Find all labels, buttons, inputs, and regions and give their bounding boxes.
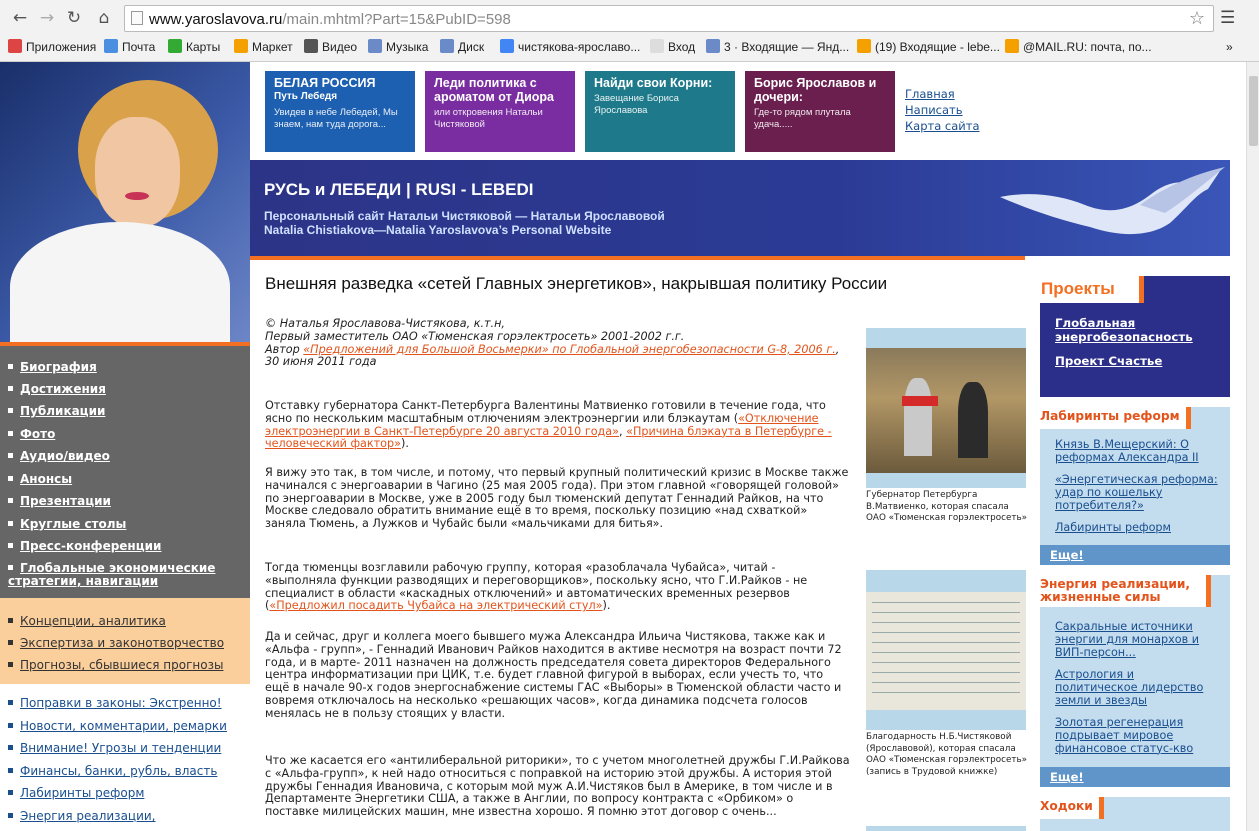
left-menu-item[interactable]: Прогнозы, сбывшиеся прогнозы [8,658,223,672]
link-chubais[interactable]: «Предложил посадить Чубайса на электрический стул» [269,599,603,613]
banner-title: БЕЛАЯ РОССИЯ [274,76,376,90]
author-portrait [0,62,250,342]
site-subtitle-en: Natalia Chistiakova—Natalia Yaroslavova’s Personal Website [264,223,612,237]
paragraph-2: Я вижу это так, в том числе, и потому, что первый крупный политический кризис в Москве также начинался с энергоаварии в Чагино (25 мая 2005 года). При этом главной «говорящей головой» по энергоаварии в Москве, уже в 2005 году был тюменский депутат Геннадий Райков, на что Москве следовало обратить внимание ещё в то время, поскольку позицию «над схваткой» заняла Тюмень, а Лужков и Чубайс были «мальчиками для битья». [265,466,849,531]
top-banners [265,71,905,152]
left-menu-item[interactable]: Новости, комментарии, ремарки [8,719,227,733]
top-links [905,86,980,134]
bookmark-icon [440,39,454,53]
banner-text: Завещание Бориса Ярославова [594,93,679,116]
bookmark-item[interactable] [706,38,849,56]
link-write[interactable]: Написать [905,103,963,117]
bookmark-item[interactable] [500,38,640,56]
left-menu-analytics [0,598,250,684]
left-menu-item[interactable]: Внимание! Угрозы и тенденции [8,741,221,755]
link-blackout-2010[interactable]: «Отключение электроэнергии в Санкт-Петербурге 20 августа 2010 года» [265,411,819,438]
site-subtitle-ru: Персональный сайт Натальи Чистяковой — Натальи Ярославовой [264,209,665,223]
left-menu-item[interactable]: Публикации [8,404,105,418]
left-menu-item[interactable]: Анонсы [8,472,72,486]
bookmark-item[interactable] [234,38,293,56]
paragraph-4: Да и сейчас, друг и коллега моего бывшего мужа Александра Ильича Чистякова, также как и «Альфа - групп», - Геннадий Иванович Райков находится в активе несмотря на возраст почти 72 года, и в марте- 2011 назначен на должность председателя совета директоров Федерального центра информатизации при ЦИК, т.е. будет главной фигурой в выборах, если учесть то, что ещё в начале 90-х годов энергоснабжение системы ГАС «Выборы» в Тюменской области часто и вовремя отключалось на несколько «решающих часов», когда динамика подсчета голосов менялась не в пользу стоящих у власти. [265,630,842,720]
banner-1[interactable] [265,71,415,152]
left-column [0,62,250,831]
bookmark-icon [304,39,318,53]
banner-3[interactable] [585,71,735,152]
left-menu-item[interactable]: Круглые столы [8,517,126,531]
url-path: /main.mhtml?Part=15&PubID=598 [282,11,511,28]
section-energy-title: Энергия реализации, жизненные силы [1040,577,1191,604]
section-reforms-title: Лабиринты реформ [1040,409,1180,423]
bookmark-icon [857,39,871,53]
left-menu-item[interactable]: Биография [8,360,97,374]
more-link-1[interactable]: Еще! [1050,548,1084,562]
bookmark-label: Приложения [26,40,97,54]
bookmarks-bar [0,36,1259,58]
energy-link-1[interactable]: Сакральные источники энергии для монархов и ВИП-персон... [1055,620,1200,659]
bookmark-label: Диск [458,40,485,54]
bookmark-icon [104,39,118,53]
bookmark-icon [368,39,382,53]
bookmark-icon [8,39,22,53]
bookmark-item[interactable] [857,38,1000,56]
back-icon[interactable]: ← [12,8,28,28]
projects-block [1040,276,1230,397]
bookmark-item[interactable] [304,38,357,56]
bookmark-item[interactable] [1005,38,1152,56]
left-menu-item[interactable]: Фото [8,427,55,441]
bookmark-icon [500,39,514,53]
photo-work-record [866,570,1026,730]
scrollbar-thumb[interactable] [1249,76,1258,146]
left-menu-item[interactable]: Энергия реализации, [8,809,156,823]
photo-3 [866,826,1026,831]
banner-title: Борис Ярославов и дочери: [754,76,877,104]
web-page [0,62,1246,831]
banner-text: Увидев в небе Лебедей, Мы знаем, нам туда дорога... [274,107,398,130]
banner-4[interactable] [745,71,895,152]
section-energy [1040,575,1230,787]
left-menu-item[interactable]: Пресс-конференции [8,539,161,553]
bookmark-item[interactable] [440,38,484,56]
reform-link-3[interactable]: Лабиринты реформ [1055,521,1171,534]
meta-date: 30 июня 2011 года [265,355,377,369]
left-menu-item[interactable]: Достижения [8,382,106,396]
project-link-happiness[interactable]: Проект Счастье [1055,354,1163,368]
bookmark-icon [234,39,248,53]
site-header [250,160,1230,256]
left-menu-item[interactable]: Поправки в законы: Экстренно! [8,696,222,710]
bookmark-icon [706,39,720,53]
more-link-2[interactable]: Еще! [1050,770,1084,784]
browser-menu-icon[interactable]: ☰ [1220,8,1236,28]
link-sitemap[interactable]: Карта сайта [905,119,980,133]
bookmark-star-icon[interactable]: ☆ [1188,8,1205,29]
article-header [265,274,888,294]
bookmark-icon [168,39,182,53]
link-home[interactable]: Главная [905,87,955,101]
banner-subtitle: Путь Лебедя [274,91,338,102]
bookmark-label: Почта [122,40,156,54]
section-walkers-title: Ходоки [1040,799,1093,813]
left-menu-item[interactable]: Презентации [8,494,111,508]
left-menu-news [0,684,250,831]
browser-chrome [0,0,1259,62]
project-link-energy[interactable]: Глобальная энергобезопасность [1055,316,1193,344]
reform-link-2[interactable]: «Энергетическая реформа: удар по кошельку потребителя?» [1055,473,1218,512]
article-meta [265,318,850,369]
banner-title: Найди свои Корни: [594,76,713,90]
section-walkers [1040,797,1230,831]
bookmark-icon [650,39,664,53]
bookmark-label: (19) Входящие - lebe... [875,40,1000,54]
bookmark-label: @MAIL.RU: почта, по... [1023,40,1152,54]
bookmark-label: чистякова-ярославо... [518,40,641,54]
bookmark-label: Музыка [386,40,429,54]
bookmarks-more-icon[interactable]: » [1226,40,1233,54]
banner-2[interactable] [425,71,575,152]
energy-link-3[interactable]: Золотая регенерация подрывает мировое финансовое статус-кво [1055,716,1194,755]
projects-title: Проекты [1041,279,1115,298]
section-reforms [1040,407,1230,565]
energy-link-2[interactable]: Астрология и политическое лидерство земли и звезды [1055,668,1204,707]
meta-author-prefix: Автор [265,342,300,356]
meta-author: © Наталья Ярославова-Чистякова, к.т.н, [265,317,505,330]
reform-link-1[interactable]: Князь В.Мещерский: О реформах Александра II [1055,438,1199,464]
left-menu-item[interactable]: Глобальные экономические стратегии, навигации [8,562,228,588]
reload-icon[interactable]: ↻ [66,8,82,28]
home-icon[interactable]: ⌂ [98,8,110,28]
bookmark-item[interactable] [368,38,428,56]
page-icon [131,11,143,25]
caption-photo-2: Благодарность Н.Б.Чистяковой (Ярославовой), которая спасала ОАО «Тюменская горэлектросеть» (запись в Трудовой книжке) [866,732,1028,777]
paragraph-3: Тогда тюменцы возглавили рабочую группу, которая «разоблачала Чубайса», читай - «выполняла функции разводящих и переговорщиков», поскольку ясно, что Г.И.Райков - не специалист в области «каскадных отключений» и автоматических временных резервов («Предложил посадить Чубайса на электрический стул»). [265,561,808,613]
meta-link[interactable]: «Предложений для Большой Восьмерки» по Глобальной энергобезопасности G-8, 2006 г. [303,342,836,356]
left-menu-item[interactable]: Концепции, аналитика [8,614,166,628]
address-bar[interactable] [124,5,1214,32]
bookmark-label: Маркет [252,40,293,54]
bookmark-item[interactable] [650,38,695,56]
photo-matvienko [866,328,1026,488]
forward-icon[interactable]: → [39,8,55,28]
browser-toolbar [0,0,1259,36]
bookmark-item[interactable] [104,38,155,56]
left-menu-item[interactable]: Лабиринты реформ [8,786,144,800]
banner-text: Где-то рядом плутала удача..... [754,107,851,130]
caption-photo-1: Губернатор Петербурга В.Матвиенко, которая спасала ОАО «Тюменская горэлектросеть» [866,490,1028,523]
bookmark-label: Карты [186,40,221,54]
left-menu-item[interactable]: Аудио/видео [8,449,110,463]
banner-text: или откровения Натальи Чистяковой [434,107,543,130]
link-blackout-cause[interactable]: «Причина блэкаута в Петербурге - человеческий фактор» [265,424,832,451]
bookmark-item[interactable] [8,38,96,56]
bookmark-label: Видео [322,40,358,54]
left-menu-main [0,346,250,598]
bookmark-icon [1005,39,1019,53]
swan-icon [990,165,1230,255]
paragraph-1: Отставку губернатора Санкт-Петербурга Валентины Матвиенко готовили в течение года, что ясно по нескольким масштабным отлючениям электроэнергии или блэкаутам («Отключение электроэнергии в Санкт-Петербурге 20 августа 2010 года», «Причина блэкаута в Петербурге - человеческий фактор»). [265,399,832,451]
site-title: РУСЬ и ЛЕБЕДИ | RUSI - LEBEDI [264,180,534,199]
left-menu-item[interactable]: Экспертиза и законотворчество [8,636,224,650]
header-divider [250,256,1025,260]
bookmark-label: Вход [668,40,696,54]
meta-position: Первый заместитель ОАО «Тюменская горэлектросеть» 2001-2002 г.г. [265,329,685,343]
article-title: Внешняя разведка «сетей Главных энергетиков», накрывшая политику России [265,274,888,293]
banner-title: Леди политика с ароматом от Диора [434,76,554,104]
url-host: www.yaroslavova.ru [149,11,283,28]
left-menu-item[interactable]: Финансы, банки, рубль, власть [8,764,217,778]
paragraph-5: Что же касается его «антилиберальной риторики», то с учетом многолетней дружбы Г.И.Райкова с «Альфа-групп», к ней надо относиться с поправкой на историю этой дружбы. А история этой дружбы Геннадия Ивановича, с которым мой муж А.И.Чистяков был в Америке, в том числе и в Департаменте Энергетики США, а также в Англии, по вопросу контракта с «Орбиком» о поставке милицейских машин, мне известна хорошо. Я помню этот договор с очень... [265,754,850,819]
page-scrollbar[interactable] [1246,62,1259,831]
bookmark-label: 3 · Входящие — Янд... [724,40,850,54]
meta-comma: , [835,342,840,356]
bookmark-item[interactable] [168,38,220,56]
